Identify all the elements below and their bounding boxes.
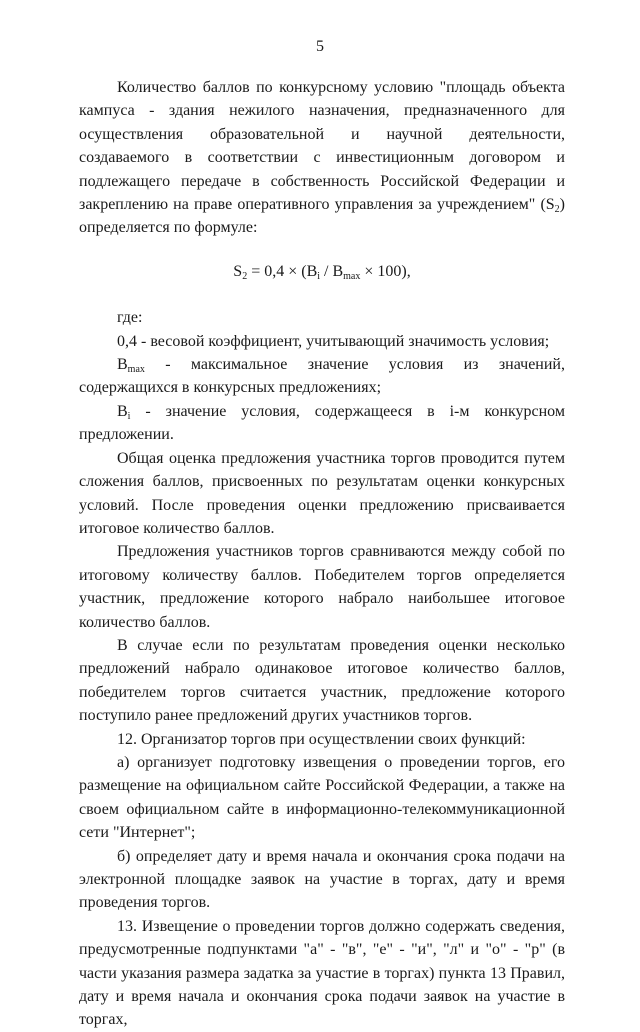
where-label: где:	[117, 309, 143, 327]
subscript: max	[343, 270, 361, 282]
paragraph-item-12: 12. Организатор торгов при осуществлении своих функций:	[117, 730, 526, 748]
paragraph-text: Количество баллов по конкурсному условию "площадь объекта кампуса - здания нежилого назначения, предназначенного для осуществления образовательной и научной деятельности, создаваемого в соответствии с инвестиционным договором и подлежащего передаче в собственность Российской Федерации и закреплению на праве оперативного управления за учреждением" (S	[79, 79, 565, 214]
paragraph-item-12a: а) организует подготовку извещения о проведении торгов, его размещение на официальном сайте Российской Федерации, а также на своем официальном сайте в информационно-телекоммуникационной сети "Интернет";	[79, 753, 565, 842]
paragraph-item-13: 13. Извещение о проведении торгов должно содержать сведения, предусмотренные подпунктами "а" - "в", "е" - "и", "л" и "о" - "р" (в части указания размера задатка за участие в торгах) пункта 13 Правил, дату и время начала и окончания срока подачи заявок на участие в торгах,	[79, 917, 565, 1029]
definition-bi	[79, 400, 565, 447]
paragraph-tie: В случае если по результатам проведения оценки несколько предложений набрало одинаковое итоговое количество баллов, победителем торгов считается участник, предложение которого поступило ранее предложений других участников торгов.	[79, 636, 565, 725]
formula-part: = 0,4 × (B	[247, 262, 318, 280]
symbol: B	[117, 402, 128, 420]
paragraph-text: - максимальное значение условия из значений, содержащихся в конкурсных предложениях;	[79, 356, 565, 397]
symbol: B	[117, 356, 128, 374]
paragraph-s2-definition	[79, 76, 565, 240]
formula-part: / B	[320, 262, 344, 280]
paragraph-item-12b: б) определяет дату и время начала и окончания срока подачи на электронной площадке заявок на участие в торгах, дату и время проведения торгов.	[79, 847, 565, 912]
definition-bmax	[79, 353, 565, 400]
subscript: 2	[242, 270, 248, 282]
paragraph-text: ) определяется по формуле:	[79, 196, 565, 237]
formula-part: × 100),	[360, 262, 411, 280]
definition-weight: 0,4 - весовой коэффициент, учитывающий значимость условия;	[117, 332, 550, 350]
formula-part: S	[233, 262, 243, 280]
subscript: 2	[554, 204, 560, 216]
paragraph-comparison: Предложения участников торгов сравниваются между собой по итоговому количеству баллов. Победителем торгов определяется участник, предложение которого набрало наибольшее итоговое количество баллов.	[79, 543, 565, 631]
subscript: i	[317, 270, 321, 282]
subscript: i	[127, 410, 131, 422]
paragraph-text: - значение условия, содержащееся в i-м конкурсном предложении.	[79, 402, 565, 444]
formula	[79, 260, 565, 283]
document-body	[79, 76, 565, 1032]
page-number: 5	[316, 38, 324, 55]
paragraph-overall-score: Общая оценка предложения участника торгов проводится путем сложения баллов, присвоенных по результатам оценки конкурсных условий. После проведения оценки предложению присваивается итоговое количество баллов.	[79, 449, 565, 537]
subscript: max	[127, 364, 145, 376]
